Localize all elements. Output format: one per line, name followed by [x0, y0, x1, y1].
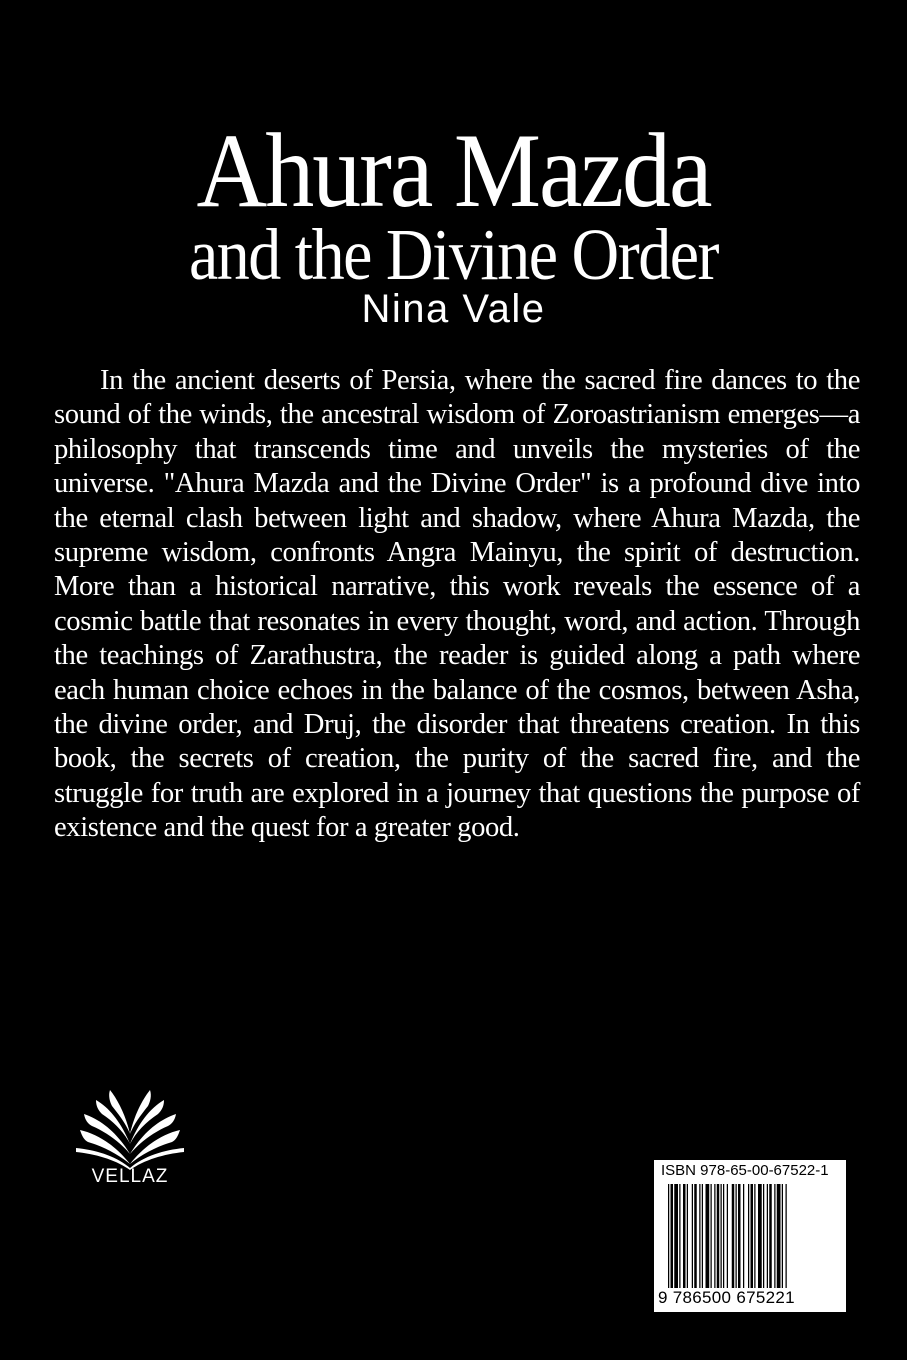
- barcode-bars: [668, 1184, 838, 1288]
- publisher-name: VELLAZ: [91, 1166, 169, 1187]
- book-subtitle: and the Divine Order: [189, 215, 718, 296]
- open-book-icon: [72, 1086, 188, 1170]
- barcode-digits: 9 786500 675221: [658, 1288, 795, 1307]
- isbn-label: ISBN 978-65-00-67522-1: [661, 1162, 829, 1179]
- book-title: Ahura Mazda: [196, 113, 711, 230]
- publisher-logo: [72, 1086, 192, 1196]
- book-description: In the ancient deserts of Persia, where the sacred fire dances to the sound of the winds, the ancestral wisdom of Zoroastrianism emerges—a philosophy that transcends time and unveils the mysteries of the universe. "Ahura Mazda and the Divine Order" is a profound dive into the eternal clash between light and shadow, where Ahura Mazda, the supreme wisdom, confronts Angra Mainyu, the spirit of destruction. More than a historical narrative, this work reveals the essence of a cosmic battle that resonates in every thought, word, and action. Through the teachings of Zarathustra, the reader is guided along a path where each human choice echoes in the balance of the cosmos, between Asha, the divine order, and Druj, the disorder that threatens creation. In this book, the secrets of creation, the purity of the sacred fire, and the struggle for truth are explored in a journey that questions the purpose of existence and the quest for a greater good.: [54, 365, 860, 844]
- isbn-barcode: [654, 1160, 846, 1312]
- author-name: Nina Vale: [361, 287, 546, 331]
